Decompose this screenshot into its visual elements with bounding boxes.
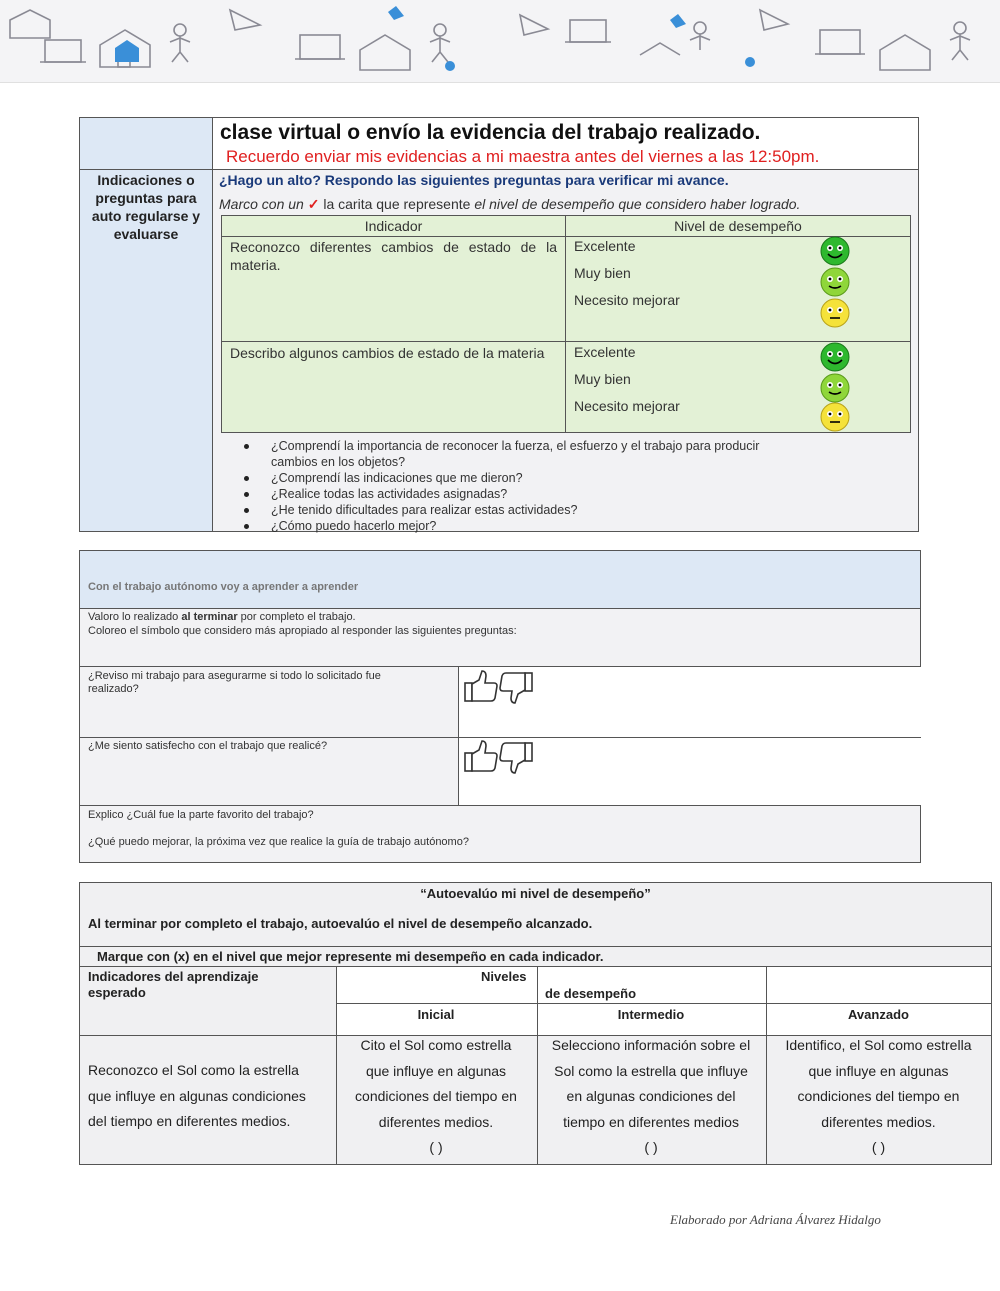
left-divider xyxy=(80,169,212,170)
level-excelente-2: Excelente xyxy=(574,344,636,360)
lime-smile-face-icon[interactable] xyxy=(820,373,850,403)
level-inicial: Inicial xyxy=(417,1007,455,1022)
thumbs-up-down-icon[interactable] xyxy=(463,739,535,777)
self-evaluation-table xyxy=(79,882,992,1165)
inicial-line-2: que influye en algunas xyxy=(365,1062,507,1079)
self-check-cell xyxy=(213,170,918,531)
indicator-2: Describo algunos cambios de estado de la materia xyxy=(230,345,545,361)
indications-table xyxy=(79,117,919,532)
self-check-heading: ¿Hago un alto? Respondo las siguientes preguntas para verificar mi avance. xyxy=(219,172,729,188)
level-necesito-1: Necesito mejorar xyxy=(574,292,680,308)
avanzado-line-4: diferentes medios. xyxy=(821,1113,936,1130)
question-2: ¿Comprendí las indicaciones que me dieron? xyxy=(253,470,759,486)
valoro-line xyxy=(88,610,356,624)
marco-prefix: Marco con un xyxy=(219,196,304,212)
review-question-b: realizado? xyxy=(88,683,139,695)
section-title: clase virtual o envío la evidencia del trabajo realizado. xyxy=(220,121,761,144)
question-4: ¿He tenido dificultades para realizar estas actividades? xyxy=(253,502,759,518)
intermedio-cell xyxy=(537,1033,765,1161)
title-cell xyxy=(213,118,918,170)
yellow-neutral-face-icon[interactable] xyxy=(820,402,850,432)
level-muy-bien-1: Muy bien xyxy=(574,265,631,281)
indications-left-column xyxy=(80,118,213,531)
de-desempeno-label: de desempeño xyxy=(545,986,637,1001)
question-1-cont: cambios en los objetos? xyxy=(271,455,406,469)
avanzado-line-2: que influye en algunas xyxy=(808,1062,949,1079)
valoro-prefix: Valoro lo realizado xyxy=(88,611,182,623)
green-happy-face-icon[interactable] xyxy=(820,342,850,372)
autonomous-work-table xyxy=(79,550,921,863)
level-intermedio: Intermedio xyxy=(617,1007,685,1022)
marco-middle: la carita que represente xyxy=(323,196,471,212)
yellow-neutral-face-icon[interactable] xyxy=(820,298,850,328)
inicial-line-1: Cito el Sol como estrella xyxy=(360,1037,512,1053)
indicator-line-1: Reconozco el Sol como la estrella xyxy=(88,1062,299,1078)
coloreo-line: Coloreo el símbolo que considero más apropiado al responder las siguientes preguntas: xyxy=(88,625,517,637)
question-5: ¿Cómo puedo hacerlo mejor? xyxy=(253,518,759,534)
row-divider xyxy=(336,1003,991,1004)
indicator-line-2: que influye en algunas condiciones xyxy=(88,1087,306,1104)
doodle-banner xyxy=(0,0,1000,83)
niveles-label: Niveles xyxy=(481,969,527,984)
lime-smile-face-icon[interactable] xyxy=(820,267,850,297)
row-divider xyxy=(222,341,910,342)
header-indicator: Indicador xyxy=(364,218,423,234)
author-signature: Elaborado por Adriana Álvarez Hidalgo xyxy=(670,1212,881,1227)
intermedio-mark-box[interactable]: ( ) xyxy=(644,1139,658,1155)
intermedio-line-3: en algunas condiciones del xyxy=(566,1088,736,1104)
marco-italic: el nivel de desempeño que considero haber logrado. xyxy=(474,196,801,212)
question-3: ¿Realice todas las actividades asignadas? xyxy=(253,486,759,502)
performance-table-header xyxy=(222,216,910,237)
intermedio-line-2: Sol como la estrella que influye xyxy=(554,1062,748,1079)
inicial-mark-box[interactable]: ( ) xyxy=(429,1139,443,1155)
performance-table xyxy=(221,215,911,433)
level-avanzado: Avanzado xyxy=(848,1007,909,1022)
intermedio-line-1: Selecciono información sobre el xyxy=(551,1037,751,1053)
level-necesito-2: Necesito mejorar xyxy=(574,398,680,414)
marque-instruction: Marque con (x) en el nivel que mejor represente mi desempeño en cada indicador. xyxy=(97,949,604,964)
satisfied-question: ¿Me siento satisfecho con el trabajo que realicé? xyxy=(88,740,328,752)
marco-instruction xyxy=(219,196,800,213)
checkmark-icon: ✓ xyxy=(307,196,320,212)
improve-question: ¿Qué puedo mejorar, la próxima vez que realice la guía de trabajo autónomo? xyxy=(88,836,469,848)
avanzado-line-3: condiciones del tiempo en xyxy=(797,1088,960,1104)
question-1: ¿Comprendí la importancia de reconocer la fuerza, el esfuerzo y el trabajo para producir xyxy=(253,438,759,454)
level-excelente-1: Excelente xyxy=(574,238,636,254)
avanzado-cell xyxy=(766,1033,991,1161)
inicial-cell xyxy=(336,1033,536,1161)
favorite-part-question: Explico ¿Cuál fue la parte favorito del trabajo? xyxy=(88,809,314,821)
column-divider xyxy=(565,216,566,432)
inicial-line-3: condiciones del tiempo en xyxy=(355,1088,517,1104)
school-doodle-icon xyxy=(0,0,1000,82)
indicators-header-a: Indicadores del aprendizaje xyxy=(88,969,259,984)
row-divider xyxy=(80,946,991,947)
valoro-bold: al terminar xyxy=(181,611,238,623)
reflection-questions xyxy=(253,438,759,534)
indicator-line-3: del tiempo en diferentes medios. xyxy=(88,1113,291,1129)
intermedio-line-4: tiempo en diferentes medios xyxy=(563,1113,739,1130)
self-evaluation-title: “Autoevalúo mi nivel de desempeño” xyxy=(420,886,651,901)
green-happy-face-icon[interactable] xyxy=(820,236,850,266)
indicators-header-b: esperado xyxy=(88,985,146,1000)
review-question-a: ¿Reviso mi trabajo para asegurarme si todo lo solicitado fue xyxy=(88,670,381,682)
deadline-reminder: Recuerdo enviar mis evidencias a mi maestra antes del viernes a las 12:50pm. xyxy=(226,147,820,166)
avanzado-line-1: Identifico, el Sol como estrella xyxy=(785,1037,972,1053)
indicator-1: Reconozco diferentes cambios de estado de la materia. xyxy=(230,239,557,273)
avanzado-mark-box[interactable]: ( ) xyxy=(871,1139,886,1155)
level-muy-bien-2: Muy bien xyxy=(574,371,631,387)
indicator-cell xyxy=(88,1058,328,1135)
header-level: Nivel de desempeño xyxy=(674,218,802,234)
row-divider xyxy=(80,805,920,806)
self-evaluation-instruction: Al terminar por completo el trabajo, autoevalúo el nivel de desempeño alcanzado. xyxy=(88,916,593,931)
thumbs-up-down-icon[interactable] xyxy=(463,669,535,707)
indications-label: Indicaciones o preguntas para auto regularse y evaluarse xyxy=(91,172,201,242)
autonomous-header-text: Con el trabajo autónomo voy a aprender a aprender xyxy=(88,581,359,593)
inicial-line-4: diferentes medios. xyxy=(378,1113,494,1130)
autonomous-header xyxy=(80,551,920,609)
valoro-suffix: por completo el trabajo. xyxy=(237,611,356,623)
levels-header-area xyxy=(336,967,991,1003)
